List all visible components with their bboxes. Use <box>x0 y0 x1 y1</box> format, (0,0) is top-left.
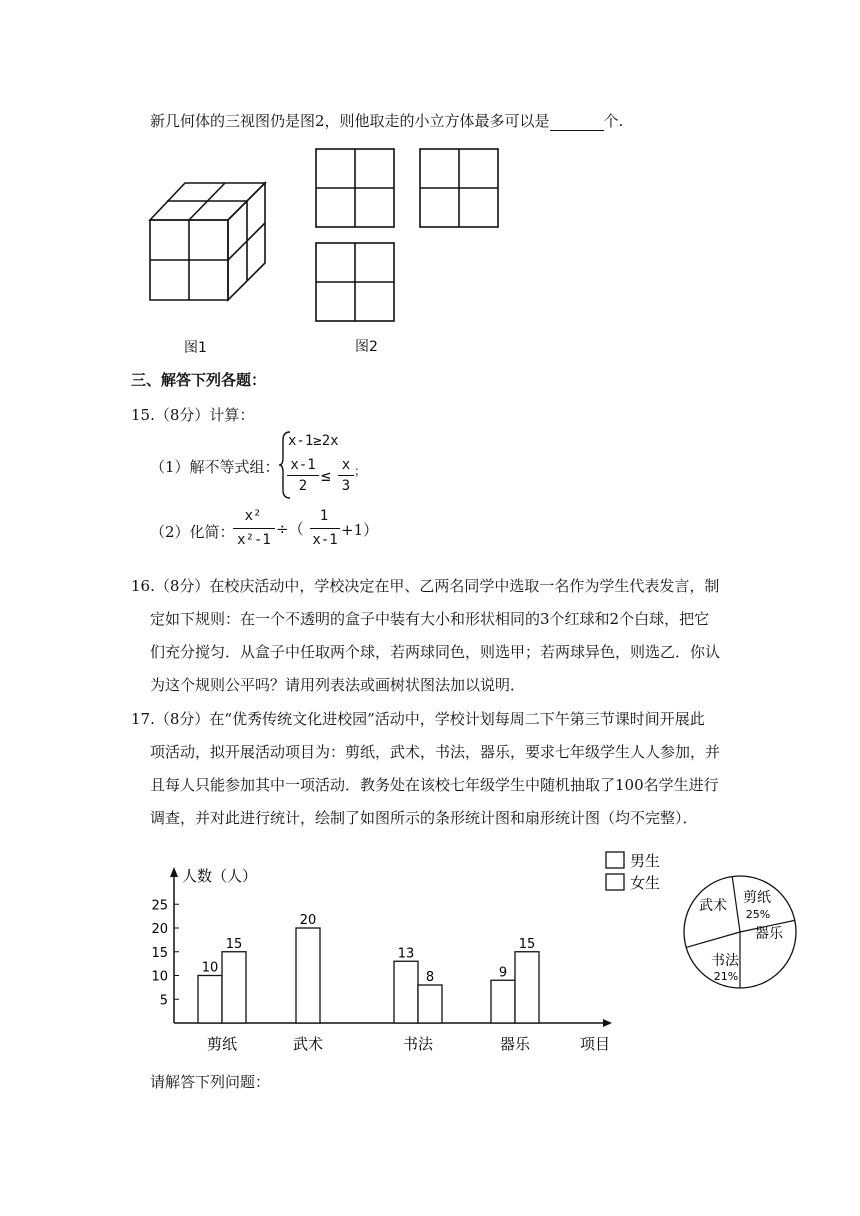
y-tick-label: 5 <box>159 993 168 1009</box>
y-tick-label: 25 <box>151 898 168 914</box>
q17-line-3: 且每人只能参加其中一项活动．教务处在该校七年级学生中随机抽取了100名学生进行 <box>150 776 719 794</box>
pie-slice-label: 器乐 <box>755 926 783 942</box>
q15-part2-label: （2）化简： <box>150 523 235 541</box>
bar <box>394 961 418 1023</box>
q16-line-4: 为这个规则公平吗？请用列表法或画树状图法加以说明． <box>150 676 526 694</box>
legend-swatch <box>606 852 624 868</box>
bar <box>515 952 539 1023</box>
bar-value-label: 9 <box>498 965 508 981</box>
bar <box>418 985 442 1023</box>
legend-label: 女生 <box>630 874 661 892</box>
inequality-1: x-1≥2x <box>288 433 339 449</box>
inner-fraction-denominator: x-1 <box>312 532 338 548</box>
bar-chart <box>140 845 670 1060</box>
ineq2-operator: ≤ <box>321 466 331 485</box>
simplify-tail: +1） <box>341 521 379 539</box>
bar <box>491 980 515 1023</box>
bar-value-label: 10 <box>201 960 219 976</box>
q17-line-1: 17.（8分）在“优秀传统文化进校园”活动中，学校计划每周二下午第三节课时间开展此 <box>131 710 705 728</box>
bar-value-label: 13 <box>397 946 415 962</box>
bar-value-label: 8 <box>425 970 435 985</box>
bar-value-label: 20 <box>299 913 317 928</box>
ineq2-left-denominator: 2 <box>298 478 308 494</box>
pie-slice-percent: 25% <box>745 908 771 921</box>
y-tick-label: 10 <box>151 969 168 985</box>
divide-sign: ÷（ <box>276 520 304 538</box>
inner-fraction-bar <box>310 528 340 529</box>
x-tick-label: 书法 <box>402 1035 434 1053</box>
bar <box>198 976 222 1024</box>
ineq2-right-numerator: x <box>341 457 351 473</box>
q15-part1-label: （1）解不等式组： <box>150 458 280 476</box>
ineq2-left-fraction-bar <box>287 475 319 476</box>
q17-line-4: 调查，并对此进行统计，绘制了如图所示的条形统计图和扇形统计图（均不完整）． <box>150 809 698 827</box>
figure-2-three-views <box>312 146 502 326</box>
pie-slice-label: 剪纸 <box>743 890 771 906</box>
ineq2-right-denominator: 3 <box>341 478 351 494</box>
bar <box>222 952 246 1023</box>
q16-line-1: 16.（8分）在校庆活动中，学校决定在甲、乙两名同学中选取一名作为学生代表发言，制 <box>131 577 720 595</box>
x-axis-arrow <box>603 1019 612 1027</box>
question-14-tail <box>150 111 623 131</box>
q16-line-3: 们充分搅匀．从盒子中任取两个球，若两球同色，则选甲；若两球异色，则选乙．你认 <box>150 643 721 661</box>
bar-value-label: 15 <box>225 936 243 952</box>
figure-2-label: 图2 <box>355 339 378 355</box>
q16-line-2: 定如下规则：在一个不透明的盒子中装有大小和形状相同的3个红球和2个白球，把它 <box>150 610 710 628</box>
x-axis-label: 项目 <box>580 1035 611 1053</box>
figure-1-label: 图1 <box>184 340 207 356</box>
pie-slice-label: 武术 <box>699 898 727 914</box>
question-14-text: 新几何体的三视图仍是图2，则他取走的小立方体最多可以是 <box>150 112 550 130</box>
question-14-end: 个. <box>603 112 624 130</box>
section-heading: 三、解答下列各题： <box>131 371 267 389</box>
q17-footer: 请解答下列问题： <box>150 1073 271 1091</box>
y-tick-label: 15 <box>151 945 168 961</box>
figure-1-cube <box>145 178 270 306</box>
pie-slice-label: 书法 <box>711 953 739 969</box>
x-tick-label: 武术 <box>292 1035 324 1053</box>
legend-swatch <box>606 874 624 890</box>
y-tick-label: 20 <box>151 922 168 937</box>
y-axis-label: 人数（人） <box>182 867 258 885</box>
answer-blank <box>550 116 604 131</box>
simplify-numerator: x² <box>244 508 262 524</box>
question-15-heading: 15.（8分）计算： <box>131 406 255 424</box>
y-axis-arrow <box>170 867 178 877</box>
ineq2-right-fraction-bar <box>338 475 354 476</box>
x-tick-label: 器乐 <box>499 1035 531 1053</box>
bar-value-label: 15 <box>518 936 536 952</box>
x-tick-label: 剪纸 <box>206 1035 238 1053</box>
ineq2-tail: ； <box>354 464 367 478</box>
legend-label: 男生 <box>630 852 661 870</box>
simplify-denominator: x²-1 <box>237 532 271 548</box>
ineq2-left-numerator: x-1 <box>290 457 316 473</box>
bar <box>296 928 320 1023</box>
pie-slice-percent: 21% <box>713 970 739 983</box>
inner-fraction-numerator: 1 <box>319 508 329 524</box>
pie-chart <box>680 872 800 992</box>
simplify-fraction-bar <box>233 528 275 529</box>
q17-line-2: 项活动，拟开展活动项目为：剪纸，武术，书法，器乐，要求七年级学生人人参加，并 <box>150 743 721 761</box>
